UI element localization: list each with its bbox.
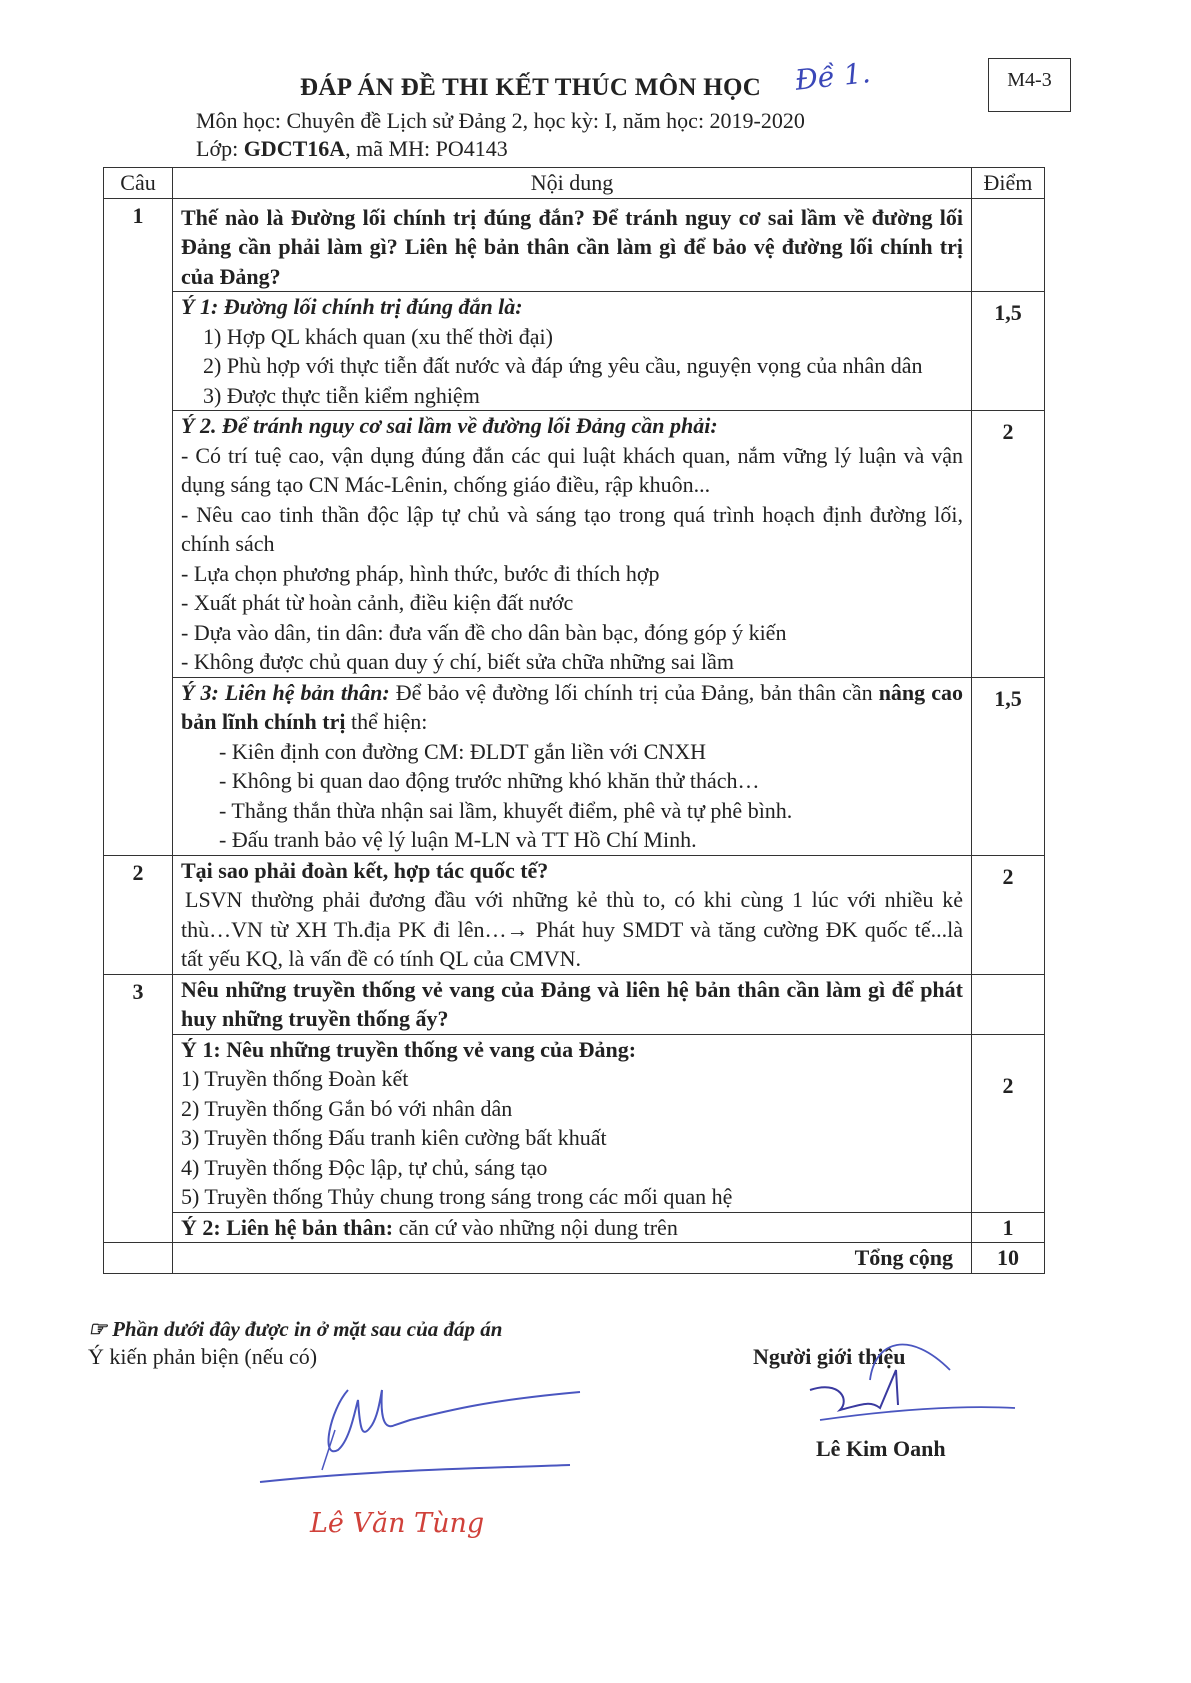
answer-section: [173, 855, 972, 974]
answer-section: [173, 1212, 972, 1243]
introducer-label: Người giới thiệu: [753, 1344, 906, 1369]
introducer-signature: [800, 1320, 1020, 1430]
list-item: - Nêu cao tinh thần độc lập tự chủ và sáng tạo trong quá trình hoạch định đường lối, chính sách: [181, 501, 963, 556]
list-item: - Không bi quan dao động trước những khó khăn thử thách…: [219, 768, 760, 793]
list-item: 1) Hợp QL khách quan (xu thế thời đại): [203, 323, 553, 349]
section-heading: Ý 1: Đường lối chính trị đúng đắn là:: [181, 294, 523, 319]
points: 1,5: [972, 292, 1045, 411]
answer-table: [103, 167, 1045, 1274]
header-question: Câu: [104, 168, 173, 199]
list-item: - Xuất phát từ hoàn cảnh, điều kiện đất nước: [181, 590, 574, 615]
list-item: - Kiên định con đường CM: ĐLDT gắn liền với CNXH: [219, 738, 706, 764]
list-item: 3) Được thực tiễn kiểm nghiệm: [203, 382, 480, 408]
list-item: - Không được chủ quan duy ý chí, biết sửa chữa những sai lầm: [181, 649, 734, 674]
total-points: 10: [972, 1243, 1045, 1274]
reviewer-name: Lê Văn Tùng: [310, 1508, 485, 1539]
table-row: [104, 677, 1045, 855]
empty-cell: [104, 1243, 173, 1274]
answer-section: [173, 677, 972, 855]
introducer-name: Lê Kim Oanh: [816, 1436, 946, 1461]
handwritten-exam-number: Đề 1.: [793, 56, 872, 97]
section-heading: Ý 2. Để tránh nguy cơ sai lầm về đường lối Đảng cần phải:: [181, 413, 718, 438]
answer-body: LSVN thường phải đương đầu với những kẻ thù to, có khi cùng 1 lúc với nhiều kẻ thù…VN từ XH Th.địa PK đi lên…→ Phát huy SMDT và tăng cường ĐK quốc tế...là tất yếu KQ, là vấn đề có tính QL của CMVN.: [181, 887, 963, 971]
intro-text: Để bảo vệ đường lối chính trị của Đảng, bản thân cần: [389, 679, 879, 705]
empty-points: [972, 198, 1045, 292]
document-title: ĐÁP ÁN ĐỀ THI KẾT THÚC MÔN HỌC: [300, 74, 762, 101]
answer-section: [173, 292, 972, 411]
list-item: - Có trí tuệ cao, vận dụng đúng đắn các qui luật khách quan, nắm vững lý luận và vận dụng sáng tạo CN Mác-Lênin, chống giáo điều, rập khuôn...: [181, 442, 963, 497]
question-number: 3: [104, 974, 173, 1243]
header-content: Nội dung: [173, 168, 972, 199]
table-row: [104, 292, 1045, 411]
list-item: 3) Truyền thống Đấu tranh kiên cường bất khuất: [181, 1125, 607, 1150]
question-number: 2: [104, 855, 173, 974]
answer-section: [173, 1034, 972, 1212]
list-item: - Thẳng thắn thừa nhận sai lầm, khuyết điểm, phê và tự phê bình.: [219, 797, 793, 823]
list-item: - Dựa vào dân, tin dân: đưa vấn đề cho dân bàn bạc, đóng góp ý kiến: [181, 619, 787, 645]
class-line: [196, 136, 508, 162]
answer-section: [173, 411, 972, 678]
list-item: - Đấu tranh bảo vệ lý luận M-LN và TT Hồ Chí Minh.: [219, 827, 697, 852]
empty-points: [972, 974, 1045, 1034]
class-value: GDCT16A: [243, 136, 346, 161]
list-item: - Lựa chọn phương pháp, hình thức, bước đi thích hợp: [181, 560, 660, 586]
back-side-note: ☞ Phần dưới đây được in ở mặt sau của đáp án: [88, 1317, 503, 1341]
course-code: , mã MH: PO4143: [345, 136, 508, 161]
reviewer-signature: [250, 1370, 590, 1500]
points: 2: [972, 411, 1045, 678]
answer-body: căn cứ vào những nội dung trên: [393, 1214, 678, 1240]
emphasis-text: nâng cao bản lĩnh chính trị: [181, 679, 963, 734]
review-label: Ý kiến phản biện (nếu có): [88, 1344, 318, 1369]
table-row: [104, 411, 1045, 678]
total-label: Tổng cộng: [173, 1243, 972, 1274]
total-row: [104, 1243, 1045, 1274]
section-heading: Ý 1: Nêu những truyền thống vẻ vang của Đảng:: [181, 1036, 637, 1062]
list-item: 4) Truyền thống Độc lập, tự chủ, sáng tạo: [181, 1154, 548, 1180]
list-item: 1) Truyền thống Đoàn kết: [181, 1066, 409, 1091]
subject-line: Môn học: Chuyên đề Lịch sử Đảng 2, học kỳ: I, năm học: 2019-2020: [196, 108, 805, 133]
list-item: 5) Truyền thống Thủy chung trong sáng trong các mối quan hệ: [181, 1184, 733, 1209]
section-heading: Ý 2: Liên hệ bản thân:: [181, 1214, 394, 1240]
class-label: Lớp:: [196, 136, 244, 161]
question-number: 1: [104, 198, 173, 855]
table-header-row: [104, 168, 1045, 199]
intro-end-text: thể hiện:: [345, 709, 428, 734]
list-item: 2) Phù hợp với thực tiễn đất nước và đáp ứng yêu cầu, nguyện vọng của nhân dân: [203, 353, 923, 378]
points: 2: [972, 855, 1045, 974]
question-title: Tại sao phải đoàn kết, hợp tác quốc tế?: [181, 857, 549, 883]
question-title: Thế nào là Đường lối chính trị đúng đắn? Để tránh nguy cơ sai lầm về đường lối Đảng cần phải làm gì? Liên hệ bản thân cần làm gì để bảo vệ đường lối chính trị của Đảng?: [173, 198, 972, 292]
points: 2: [972, 1034, 1045, 1212]
section-heading: Ý 3: Liên hệ bản thân:: [181, 679, 390, 705]
table-row: [104, 855, 1045, 974]
points: 1: [972, 1212, 1045, 1243]
list-item: 2) Truyền thống Gắn bó với nhân dân: [181, 1095, 513, 1121]
form-code-box: M4-3: [988, 58, 1071, 112]
table-row: [104, 1212, 1045, 1243]
question-title: Nêu những truyền thống vẻ vang của Đảng và liên hệ bản thân cần làm gì để phát huy những truyền thống ấy?: [173, 974, 972, 1034]
section-intro: [181, 678, 963, 737]
header-points: Điểm: [972, 168, 1045, 199]
table-row: [104, 1034, 1045, 1212]
points: 1,5: [972, 677, 1045, 855]
table-row: [104, 198, 1045, 292]
table-row: [104, 974, 1045, 1034]
